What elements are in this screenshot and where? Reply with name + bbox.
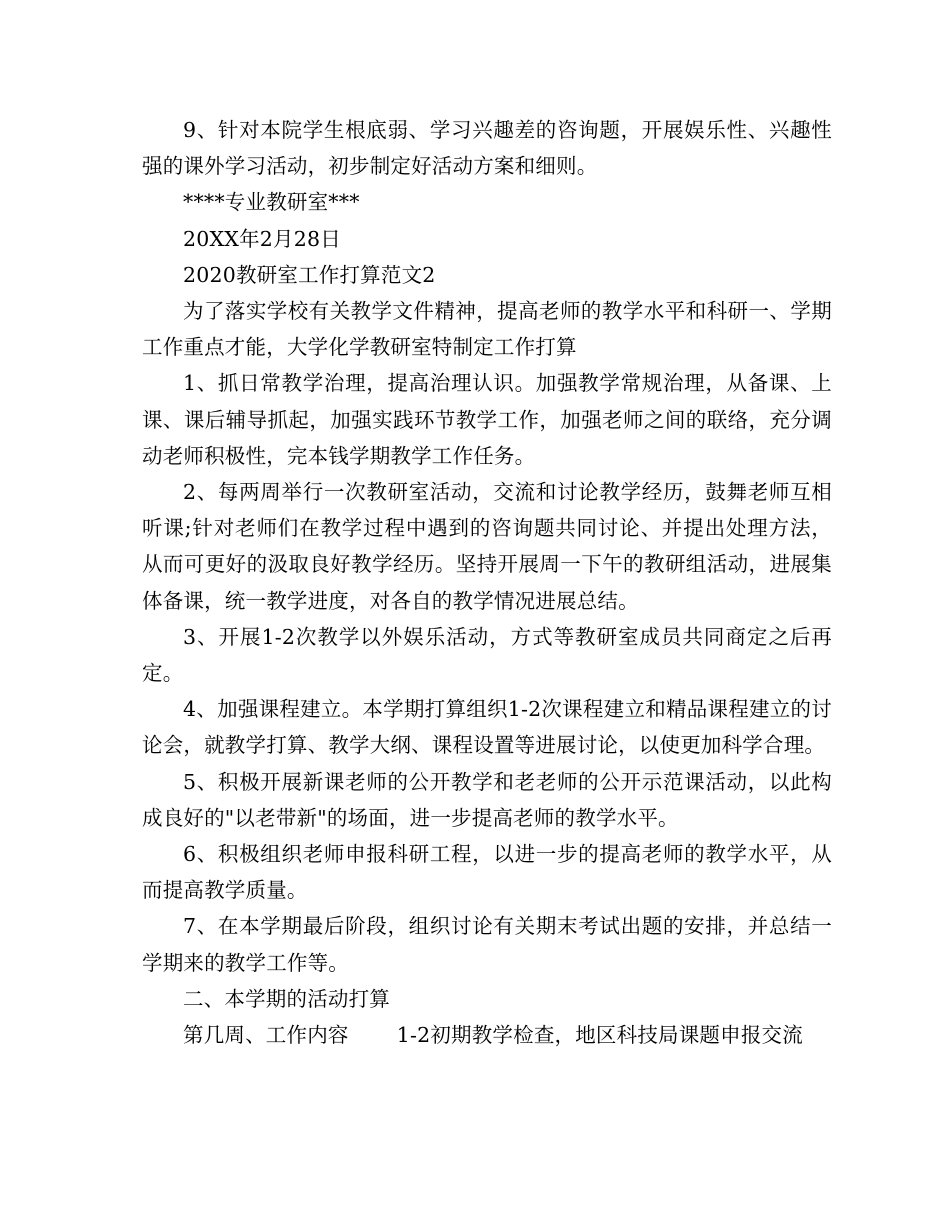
paragraph-item-1: 1、抓日常教学治理，提高治理认识。加强教学常规治理，从备课、上课、课后辅导抓起，加强实践环节教学工作，加强老师之间的联络，充分调动老师积极性，完本钱学期教学工作任务。 <box>142 371 832 468</box>
paragraph-item-2: 2、每两周举行一次教研室活动，交流和讨论教学经历，鼓舞老师互相听课;针对老师们在教学过程中遇到的咨询题共同讨论、并提出处理方法，从而可更好的汲取良好教学经历。坚持开展周一下午的教研组活动，进展集体备课，统一教学进度，对各自的教学情况进展总结。 <box>142 480 832 613</box>
document-date: 20XX年2月28日 <box>183 226 341 251</box>
paragraph-item-7: 7、在本学期最后阶段，组织讨论有关期末考试出题的安排，并总结一学期来的教学工作等。 <box>142 914 832 975</box>
section-heading-activity-plan: 二、本学期的活动打算 <box>183 986 390 1011</box>
paragraph-item-4: 4、加强课程建立。本学期打算组织1-2次课程建立和精品课程建立的讨论会，就教学打算、教学大纲、课程设置等进展讨论，以使更加科学合理。 <box>142 697 832 758</box>
department-signature: ****专业教研室*** <box>183 190 360 215</box>
paragraph-item-9: 9、针对本院学生根底弱、学习兴趣差的咨询题，开展娱乐性、兴趣性强的课外学习活动，初步制定好活动方案和细则。 <box>142 118 832 179</box>
paragraph-item-3: 3、开展1-2次教学以外娱乐活动，方式等教研室成员共同商定之后再定。 <box>142 624 832 686</box>
intro-paragraph: 为了落实学校有关教学文件精神，提高老师的教学水平和科研一、学期工作重点才能，大学化学教研室特制定工作打算 <box>142 299 832 360</box>
document-body <box>142 112 832 1053</box>
paragraph-item-6: 6、积极组织老师申报科研工程，以进一步的提高老师的教学水平，从而提高教学质量。 <box>142 842 832 903</box>
paragraph-item-5: 5、积极开展新课老师的公开教学和老老师的公开示范课活动，以此构成良好的"以老带新"的场面，进一步提高老师的教学水平。 <box>142 769 832 830</box>
section-title: 2020教研室工作打算范文2 <box>183 262 436 287</box>
schedule-row: 第几周、工作内容 1-2初期教学检查，地区科技局课题申报交流 <box>183 1023 803 1048</box>
